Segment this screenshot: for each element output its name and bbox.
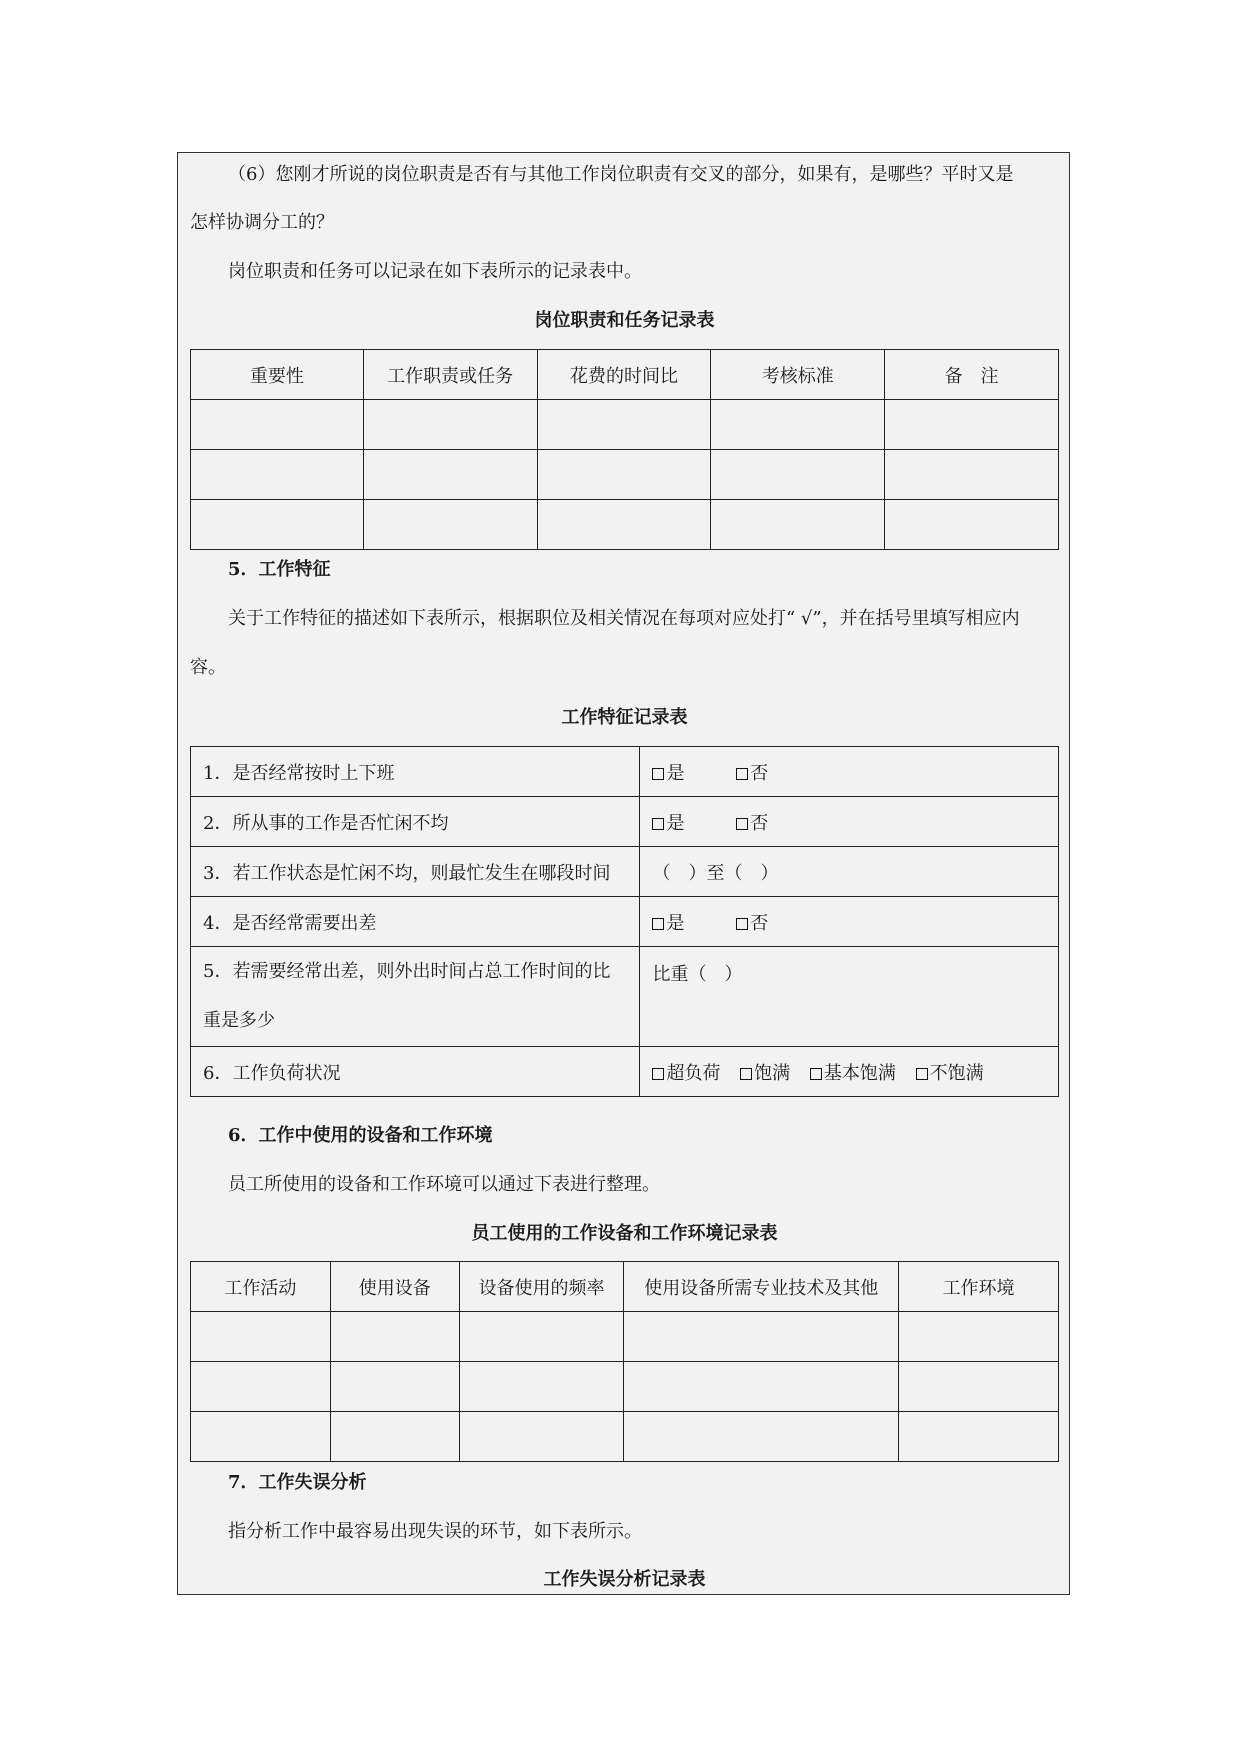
- feature-question: 1．是否经常按时上下班: [191, 747, 640, 797]
- checkbox-icon[interactable]: [652, 818, 664, 830]
- duty-table: [190, 349, 1059, 550]
- duty-cell[interactable]: [885, 500, 1059, 550]
- equip-cell[interactable]: [624, 1312, 899, 1362]
- checkbox-icon[interactable]: [652, 918, 664, 930]
- duty-cell[interactable]: [885, 450, 1059, 500]
- duty-cell[interactable]: [191, 450, 364, 500]
- duty-header-cell: 工作职责或任务: [363, 350, 537, 400]
- feature-question: 2．所从事的工作是否忙闲不均: [191, 797, 640, 847]
- feature-table-title: 工作特征记录表: [561, 707, 688, 728]
- duty-row: [191, 400, 1059, 450]
- q6-line2: 怎样协调分工的？: [190, 212, 334, 233]
- duty-cell[interactable]: [363, 450, 537, 500]
- equip-header-cell: 工作环境: [899, 1262, 1059, 1312]
- feature-question: 5．若需要经常出差，则外出时间占总工作时间的比 重是多少: [191, 947, 640, 1047]
- duty-cell[interactable]: [191, 400, 364, 450]
- section5-intro-line2: 容。: [190, 657, 226, 678]
- checkbox-icon[interactable]: [736, 768, 748, 780]
- duty-header-cell: 花费的时间比: [537, 350, 711, 400]
- document-frame: [177, 152, 1070, 1595]
- equip-cell[interactable]: [459, 1312, 624, 1362]
- duty-row: [191, 500, 1059, 550]
- feature-row: [191, 797, 1059, 847]
- q6-line1: （6）您刚才所说的岗位职责是否有与其他工作岗位职责有交叉的部分，如果有，是哪些？平时又是: [228, 164, 1014, 185]
- duty-cell[interactable]: [363, 500, 537, 550]
- duty-cell[interactable]: [363, 400, 537, 450]
- checkbox-icon[interactable]: [740, 1068, 752, 1080]
- equip-header-cell: 使用设备: [330, 1262, 459, 1312]
- option-full[interactable]: 饱满: [740, 1059, 790, 1085]
- duty-row: [191, 450, 1059, 500]
- feature-row: [191, 747, 1059, 797]
- equip-cell[interactable]: [330, 1312, 459, 1362]
- feature-row: [191, 847, 1059, 897]
- duty-cell[interactable]: [537, 500, 711, 550]
- duty-header-cell: 备 注: [885, 350, 1059, 400]
- duty-cell[interactable]: [711, 500, 885, 550]
- feature-row: [191, 1047, 1059, 1097]
- section6-intro: 员工所使用的设备和工作环境可以通过下表进行整理。: [228, 1174, 660, 1195]
- feature-row: [191, 897, 1059, 947]
- equip-cell[interactable]: [899, 1312, 1059, 1362]
- equip-cell[interactable]: [624, 1362, 899, 1412]
- equip-cell[interactable]: [459, 1362, 624, 1412]
- feature-row: [191, 947, 1059, 1047]
- duty-header-row: [191, 350, 1059, 400]
- checkbox-icon[interactable]: [736, 818, 748, 830]
- equip-header-cell: 设备使用的频率: [459, 1262, 624, 1312]
- section5-heading: 5．工作特征: [228, 559, 331, 580]
- option-no[interactable]: 否: [736, 809, 768, 835]
- option-yes[interactable]: 是: [652, 759, 684, 785]
- section7-intro: 指分析工作中最容易出现失误的环节，如下表所示。: [228, 1521, 642, 1542]
- checkbox-icon[interactable]: [810, 1068, 822, 1080]
- equip-cell[interactable]: [899, 1412, 1059, 1462]
- duty-header-cell: 重要性: [191, 350, 364, 400]
- feature-question: 4．是否经常需要出差: [191, 897, 640, 947]
- option-overload[interactable]: 超负荷: [652, 1059, 720, 1085]
- duty-cell[interactable]: [711, 400, 885, 450]
- equip-cell[interactable]: [330, 1412, 459, 1462]
- equip-cell[interactable]: [459, 1412, 624, 1462]
- checkbox-icon[interactable]: [652, 768, 664, 780]
- section7-heading: 7．工作失误分析: [228, 1472, 367, 1493]
- equip-cell[interactable]: [899, 1362, 1059, 1412]
- option-no[interactable]: 否: [736, 909, 768, 935]
- duty-intro: 岗位职责和任务可以记录在如下表所示的记录表中。: [228, 261, 642, 282]
- equip-cell[interactable]: [624, 1412, 899, 1462]
- option-mostly-full[interactable]: 基本饱满: [810, 1059, 896, 1085]
- feature-question: 6．工作负荷状况: [191, 1047, 640, 1097]
- duty-cell[interactable]: [537, 450, 711, 500]
- option-no[interactable]: 否: [736, 759, 768, 785]
- checkbox-icon[interactable]: [652, 1068, 664, 1080]
- checkbox-icon[interactable]: [736, 918, 748, 930]
- feature-question: 3．若工作状态是忙闲不均，则最忙发生在哪段时间: [191, 847, 640, 897]
- section5-intro-line1: 关于工作特征的描述如下表所示，根据职位及相关情况在每项对应处打“ √”，并在括号里填写相应内: [228, 608, 1020, 629]
- option-not-full[interactable]: 不饱满: [916, 1059, 984, 1085]
- equip-header-cell: 使用设备所需专业技术及其他: [624, 1262, 899, 1312]
- duty-cell[interactable]: [885, 400, 1059, 450]
- equip-cell[interactable]: [191, 1362, 331, 1412]
- option-yes[interactable]: 是: [652, 809, 684, 835]
- equip-header-row: [191, 1262, 1059, 1312]
- duty-header-cell: 考核标准: [711, 350, 885, 400]
- equip-row: [191, 1312, 1059, 1362]
- equip-row: [191, 1412, 1059, 1462]
- busy-period-field[interactable]: （ ）至（ ）: [640, 847, 1059, 897]
- equip-cell[interactable]: [330, 1362, 459, 1412]
- equip-table-title: 员工使用的工作设备和工作环境记录表: [471, 1223, 778, 1244]
- section6-heading: 6．工作中使用的设备和工作环境: [228, 1125, 493, 1146]
- error-table-title: 工作失误分析记录表: [543, 1569, 706, 1590]
- equip-table: [190, 1261, 1059, 1462]
- equip-cell[interactable]: [191, 1412, 331, 1462]
- travel-ratio-field[interactable]: 比重（ ）: [640, 947, 1059, 1047]
- equip-cell[interactable]: [191, 1312, 331, 1362]
- checkbox-icon[interactable]: [916, 1068, 928, 1080]
- duty-table-title: 岗位职责和任务记录表: [534, 310, 715, 331]
- duty-cell[interactable]: [711, 450, 885, 500]
- equip-header-cell: 工作活动: [191, 1262, 331, 1312]
- feature-table: [190, 746, 1059, 1097]
- equip-row: [191, 1362, 1059, 1412]
- duty-cell[interactable]: [191, 500, 364, 550]
- option-yes[interactable]: 是: [652, 909, 684, 935]
- duty-cell[interactable]: [537, 400, 711, 450]
